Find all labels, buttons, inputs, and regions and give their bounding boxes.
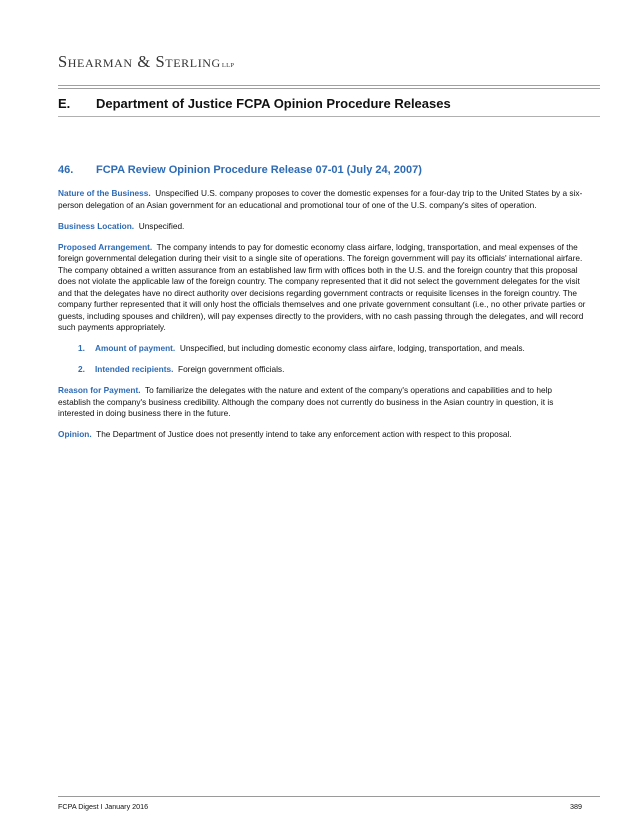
logo-text: Shearman & Sterling [58,52,221,71]
logo-suffix: LLP [221,62,235,69]
reason-label: Reason for Payment. [58,385,141,395]
list-item-number: 1. [78,343,85,353]
location-label: Business Location. [58,220,135,231]
arrangement-text: The company intends to pay for domestic economy class airfare, lodging, transportation, and meal expenses of the foreign governmental delegation during their visit to a single site of operations. The foreign government will pay its officials' international airfare. The company obtained a written assurance from an established law firm with offices both in the U.S. and the foreign country that this proposal does not violate the applicable law of the foreign country. The company represented that it did not select the government delegates for the visit and that the delegates have no direct authority over decisions regarding government contracts or requisite licenses in the foreign country. The company further represented that it will only host the officials themselves and one private government consultant (i.e., no other private parties or guests, including spouses and children), will pay expenses directly to the providers, with no cash passing through the delegates, and will record such payments appropriately. [58,241,586,332]
nature-label: Nature of the Business. [58,188,151,198]
footer-publication: FCPA Digest I January 2016 [58,802,149,811]
list-item-number: 2. [78,364,85,374]
reason-paragraph [58,385,586,420]
page-number: 389 [570,802,582,811]
nature-text: Unspecified U.S. company proposes to cover the domestic expenses for a four-day trip to the United States by a six-person delegation of an Asian government for an educational and promotional tour of one of the U.S. company's sites of operation. [58,188,583,210]
release-title: FCPA Review Opinion Procedure Release 07-01 (July 24, 2007) [96,164,422,176]
list-item [58,364,586,376]
release-body [58,188,586,450]
section-heading [58,96,451,111]
release-heading [58,164,422,176]
reason-text: To familiarize the delegates with the nature and extent of the company's operations and capabilities and to help establish the company's business credibility. Although the company does not currently do business in the Asian country in question, it is interested in doing business there in the future. [58,385,554,418]
arrangement-label: Proposed Arrangement. [58,241,153,252]
list-item-label: Amount of payment. [95,343,176,353]
firm-logo [58,52,234,72]
opinion-paragraph [58,429,586,441]
list-item-text: Unspecified, but including domestic economy class airfare, lodging, transportation, and meals. [179,343,525,353]
opinion-label: Opinion. [58,429,92,439]
section-divider [58,116,600,117]
opinion-text: The Department of Justice does not presently intend to take any enforcement action with respect to this proposal. [96,429,512,439]
header-rule [58,85,600,89]
list-item-label: Intended recipients. [95,364,174,374]
arrangement-paragraph [58,242,586,334]
location-text: Unspecified. [138,220,185,231]
list-item [58,343,586,355]
location-paragraph [58,221,586,233]
footer-rule [58,796,600,797]
nature-paragraph [58,188,586,211]
section-title: Department of Justice FCPA Opinion Procedure Releases [96,96,451,111]
release-number: 46. [58,164,74,176]
list-item-text: Foreign government officials. [178,364,285,374]
section-letter: E. [58,96,71,111]
